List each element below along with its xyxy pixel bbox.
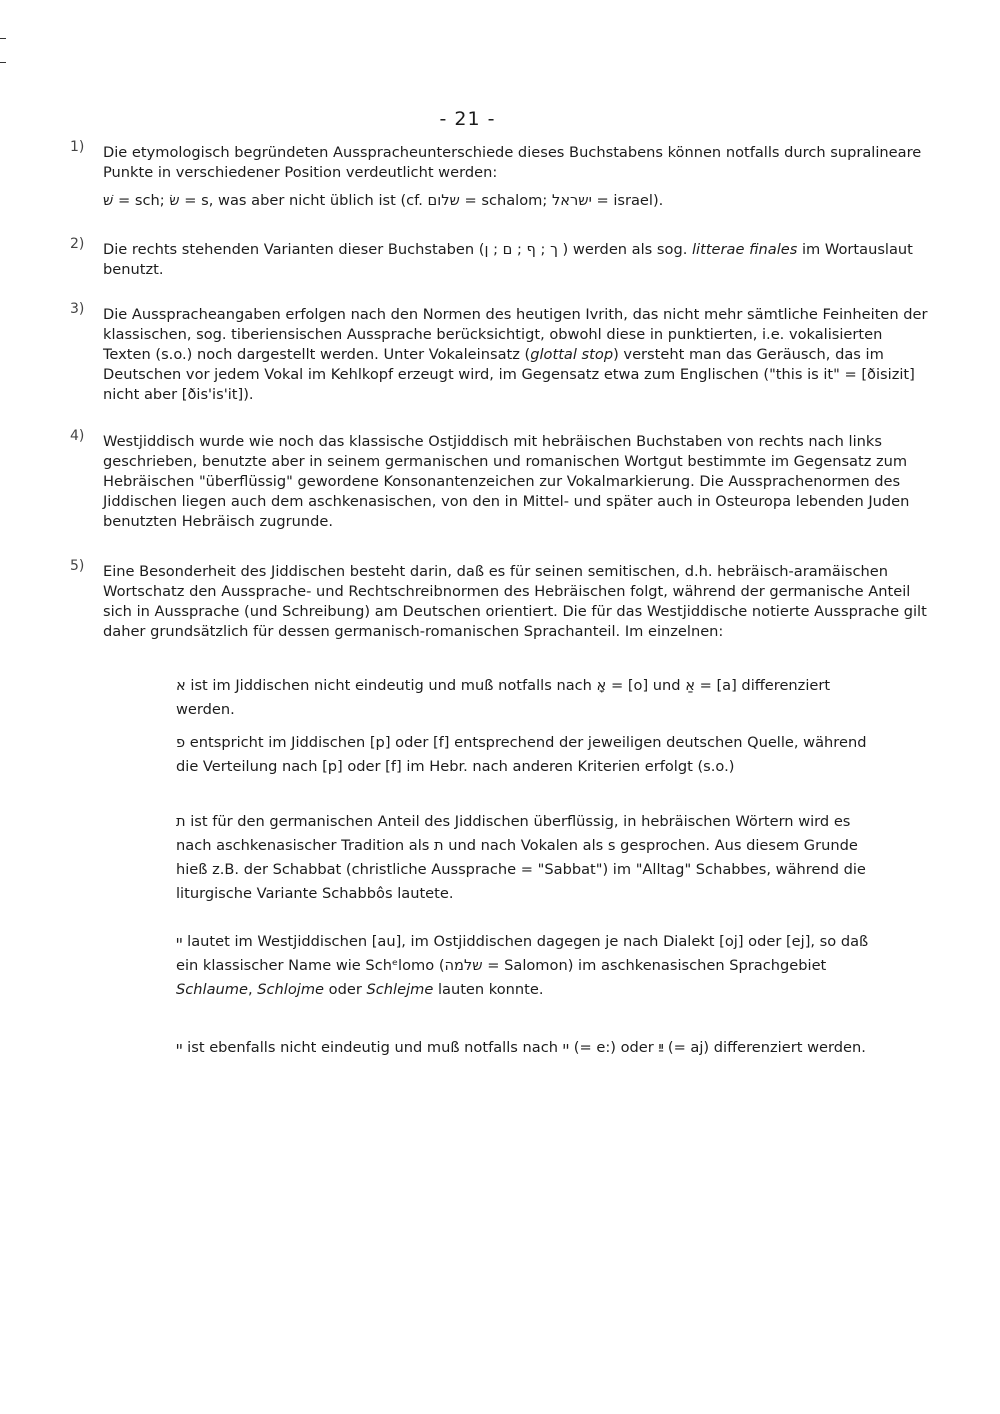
- footnote-example: שׁ = sch; שׂ = s, was aber nicht üblich ist (cf. שלום = schalom; ישראל = israel).: [103, 192, 664, 209]
- footnote-3: [70, 301, 930, 405]
- letter-note-pe: [176, 731, 876, 779]
- letter-note-text: ת ist für den germanischen Anteil des Jiddischen überflüssig, in hebräischen Wörtern wird es nach aschkenasischer Tradition als ת und nach Vokalen als s gesprochen. Aus diesem Grunde hieß z.B. der Schabbat (christliche Aussprache = "Sabbat") im "Alltag" Schabbes, während die liturgische Variante Schabbôs lautete.: [176, 813, 866, 902]
- footnote-text: Eine Besonderheit des Jiddischen besteht darin, daß es für seinen semitischen, d.h. hebräisch-aramäischen Wortschatz den Aussprache- und Rechtschreibnormen des Hebräischen folgt, während der germanische Anteil sich in Aussprache (und Schreibung) am Deutschen orientiert. Die für das Westjiddische notierte Aussprache gilt daher grundsätzlich für dessen germanisch-romanischen Sprachanteil. Im einzelnen:: [103, 563, 927, 640]
- scan-mark-top: [0, 38, 6, 39]
- page-number: - 21 -: [439, 108, 496, 130]
- footnote-4: [70, 428, 930, 532]
- text-span: יי lautet im Westjiddischen [au], im Ostjiddischen dagegen je nach Dialekt [oj] oder [ej], so daß ein klassischer Name wie Schᵉlomo (שלמה = Salomon) im aschkenasischen Sprachgebiet: [176, 933, 869, 974]
- text-span: lauten konnte.: [433, 981, 544, 998]
- letter-note-aleph: [176, 674, 876, 722]
- footnote-text: Die etymologisch begründeten Ausspracheunterschiede dieses Buchstabens können notfalls durch supralineare Punkte in verschiedener Position verdeutlicht werden:: [103, 144, 922, 181]
- text-span: ,: [247, 981, 258, 998]
- footnote-number: 2): [70, 236, 85, 252]
- text-span: im Wortauslaut benutzt.: [103, 241, 913, 278]
- italic-term: Schlaume: [176, 981, 248, 998]
- letter-note-text: א ist im Jiddischen nicht eindeutig und muß notfalls nach אָ = [o] und אַ = [a] differenziert werden.: [176, 677, 831, 718]
- footnote-2: [70, 236, 930, 280]
- italic-term: litterae finales: [692, 241, 798, 258]
- letter-note-tav: [176, 810, 876, 906]
- letter-note-text: [176, 930, 876, 1002]
- footnote-number: 1): [70, 139, 85, 155]
- text-span: Die rechts stehenden Varianten dieser Buchstaben (ך ; ף ; ם ; ן ) werden als sog.: [103, 241, 692, 258]
- footnote-5: [70, 558, 930, 642]
- letter-note-text: פ entspricht im Jiddischen [p] oder [f] entsprechend der jeweiligen deutschen Quelle, während die Verteilung nach [p] oder [f] im Hebr. nach anderen Kriterien erfolgt (s.o.): [176, 734, 867, 775]
- text-span: Die Ausspracheangaben erfolgen nach den Normen des heutigen Ivrith, das nicht mehr sämtliche Feinheiten der klassischen, sog. tiberiensischen Aussprache berücksichtigt, obwohl diese in punktierten, i.e. vokalisierten Texten (s.o.) noch dargestellt werden. Unter Vokaleinsatz (: [103, 306, 928, 363]
- footnote-text: [103, 240, 930, 280]
- italic-term: Schlejme: [366, 981, 434, 998]
- letter-note-yod-yod: [176, 1036, 876, 1060]
- letter-note-vav-vav: [176, 930, 876, 1002]
- scan-mark-bottom: [0, 62, 6, 63]
- footnote-text: [103, 305, 930, 405]
- letter-note-text: יי ist ebenfalls nicht eindeutig und muß notfalls nach יי (= e:) oder ײַ (= aj) differenziert werden.: [176, 1039, 866, 1056]
- italic-term: Schlojme: [257, 981, 325, 998]
- italic-term: glottal stop: [530, 346, 614, 363]
- footnote-number: 3): [70, 301, 85, 317]
- footnote-number: 5): [70, 558, 85, 574]
- text-span: oder: [324, 981, 367, 998]
- footnote-number: 4): [70, 428, 85, 444]
- footnote-text: Westjiddisch wurde wie noch das klassische Ostjiddisch mit hebräischen Buchstaben von rechts nach links geschrieben, benutzte aber in seinem germanischen und romanischen Wortgut bestimmte im Gegensatz zum Hebräischen "überflüssig" gewordene Konsonantenzeichen zur Vokalmarkierung. Die Aussprachenormen des Jiddischen liegen auch dem aschkenasischen, von den in Mittel- und später auch in Osteuropa lebenden Juden benutzten Hebräisch zugrunde.: [103, 433, 910, 530]
- footnote-1: [70, 139, 930, 211]
- text-span: ) versteht man das Geräusch, das im Deutschen vor jedem Vokal im Kehlkopf erzeugt wird, im Gegensatz etwa zum Englischen ("this is it" = [ðisizit] nicht aber [ðis'is'it]).: [103, 346, 915, 403]
